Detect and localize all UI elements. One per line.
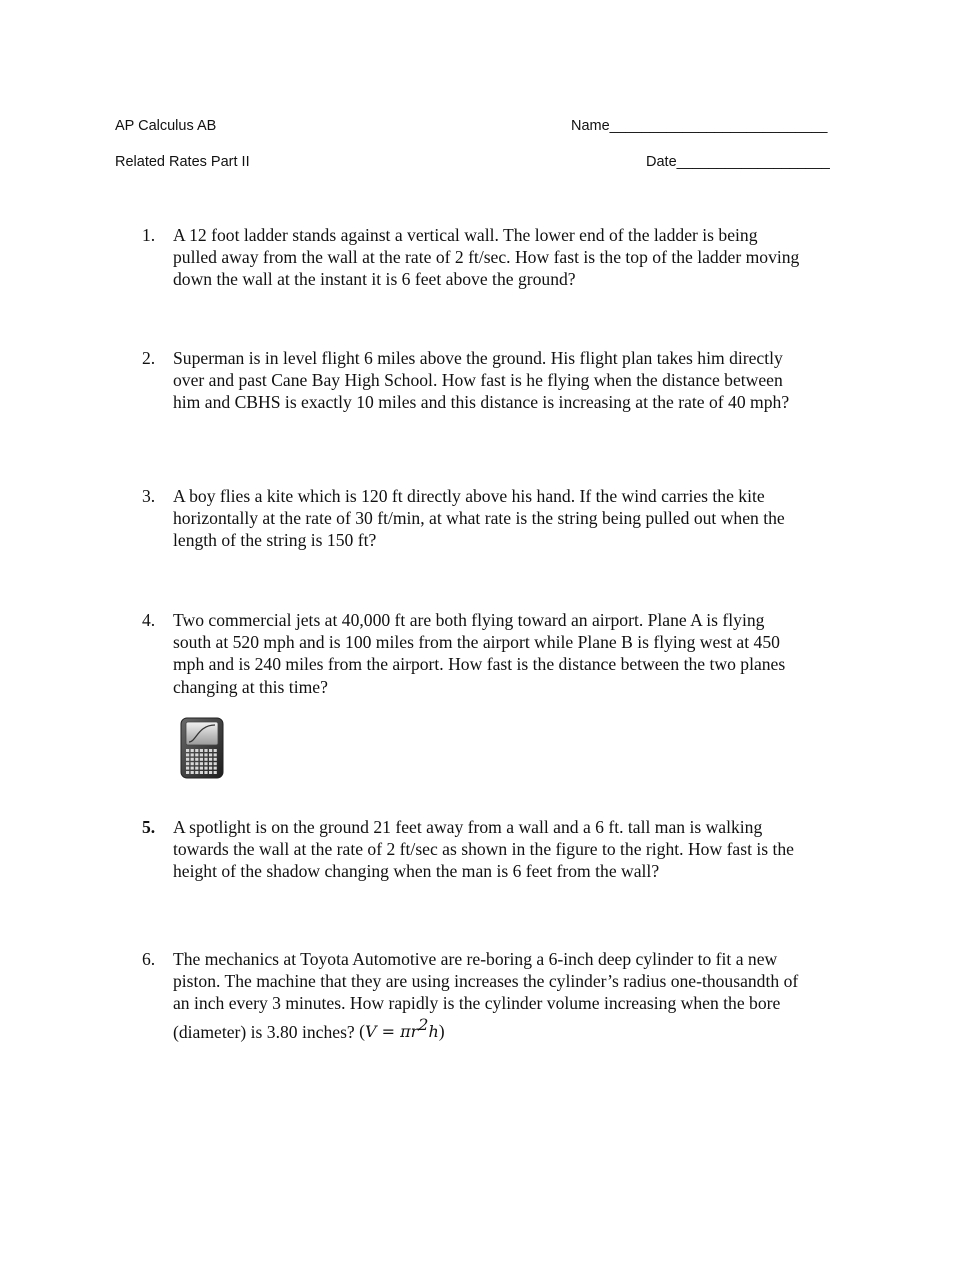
calculator-key [214, 767, 217, 770]
problem-text: Two commercial jets at 40,000 ft are both flying toward an airport. Plane A is flying south at 520 mph and is 100 miles from the airport while Plane B is flying west at 450 mph and is 240 miles from the airport. How fast is the distance between the two planes changing at this time? [173, 610, 786, 697]
calculator-key [186, 758, 189, 761]
calculator-key [195, 767, 198, 770]
calculator-key [214, 749, 217, 752]
problem-number: 5. [142, 817, 156, 837]
name-field-label: Name___________________________ [571, 118, 828, 134]
problem-text: Superman is in level flight 6 miles above the ground. His flight plan takes him directly over and past Cane Bay High School. How fast is he flying when the distance between him and CBHS is exactly 10 miles and this distance is increasing at the rate of 40 mph? [173, 348, 790, 413]
calculator-key [209, 758, 212, 761]
calculator-icon [180, 717, 224, 779]
calculator-key [209, 749, 212, 752]
problem-number: 2. [142, 348, 156, 368]
calculator-key [191, 762, 194, 765]
calculator-key [200, 762, 203, 765]
calculator-key [209, 762, 212, 765]
calculator-key [204, 771, 207, 774]
calculator-key [191, 758, 194, 761]
calculator-key [195, 753, 198, 756]
calculator-key [200, 771, 203, 774]
calculator-key [200, 749, 203, 752]
calculator-key [186, 762, 189, 765]
date-field-label: Date___________________ [646, 154, 830, 170]
volume-formula: $(V = \pi r^2h)$ [359, 1015, 445, 1042]
calculator-key [195, 771, 198, 774]
calculator-key [186, 771, 189, 774]
calculator-key [191, 771, 194, 774]
problem-text: A 12 foot ladder stands against a vertical wall. The lower end of the ladder is being pulled away from the wall at the rate of 2 ft/sec. How fast is the top of the ladder moving down the wall at the instant it is 6 feet above the ground? [173, 225, 800, 290]
calculator-key [191, 749, 194, 752]
calculator-key [191, 767, 194, 770]
calculator-key [214, 758, 217, 761]
calculator-key [195, 749, 198, 752]
calculator-key [209, 771, 212, 774]
problem-text: The mechanics at Toyota Automotive are re-boring a 6-inch deep cylinder to fit a new piston. The machine that they are using increases the cylinder’s radius one-thousandth of an inch every 3 minutes. How rapidly is the cylinder volume increasing when the bore (diameter) is 3.80 inches? $(V = \pi r^2h)$ [173, 949, 799, 1042]
calculator-key [214, 753, 217, 756]
problem-number: 1. [142, 225, 156, 245]
calculator-key [195, 758, 198, 761]
calculator-key [186, 749, 189, 752]
problem-number: 4. [142, 610, 156, 630]
calculator-key [186, 767, 189, 770]
calculator-key [200, 767, 203, 770]
calculator-key [209, 753, 212, 756]
calculator-key [204, 762, 207, 765]
calculator-key [209, 767, 212, 770]
calculator-key [204, 753, 207, 756]
calculator-key [214, 762, 217, 765]
calculator-key [195, 762, 198, 765]
problem-number: 6. [142, 949, 156, 969]
calculator-key [200, 758, 203, 761]
calculator-key [204, 758, 207, 761]
problem-text: A boy flies a kite which is 120 ft directly above his hand. If the wind carries the kite horizontally at the rate of 30 ft/min, at what rate is the string being pulled out when the length of the string is 150 ft? [173, 486, 785, 551]
calculator-key [204, 767, 207, 770]
calculator-key [191, 753, 194, 756]
worksheet-topic: Related Rates Part II [115, 154, 250, 170]
calculator-key [214, 771, 217, 774]
course-title: AP Calculus AB [115, 118, 217, 134]
calculator-key [186, 753, 189, 756]
calculator-key [204, 749, 207, 752]
calculator-key [200, 753, 203, 756]
problem-number: 3. [142, 486, 156, 506]
problem-text: A spotlight is on the ground 21 feet away from a wall and a 6 ft. tall man is walking towards the wall at the rate of 2 ft/sec as shown in the figure to the right. How fast is the height of the shadow changing when the man is 6 feet from the wall? [173, 817, 794, 882]
